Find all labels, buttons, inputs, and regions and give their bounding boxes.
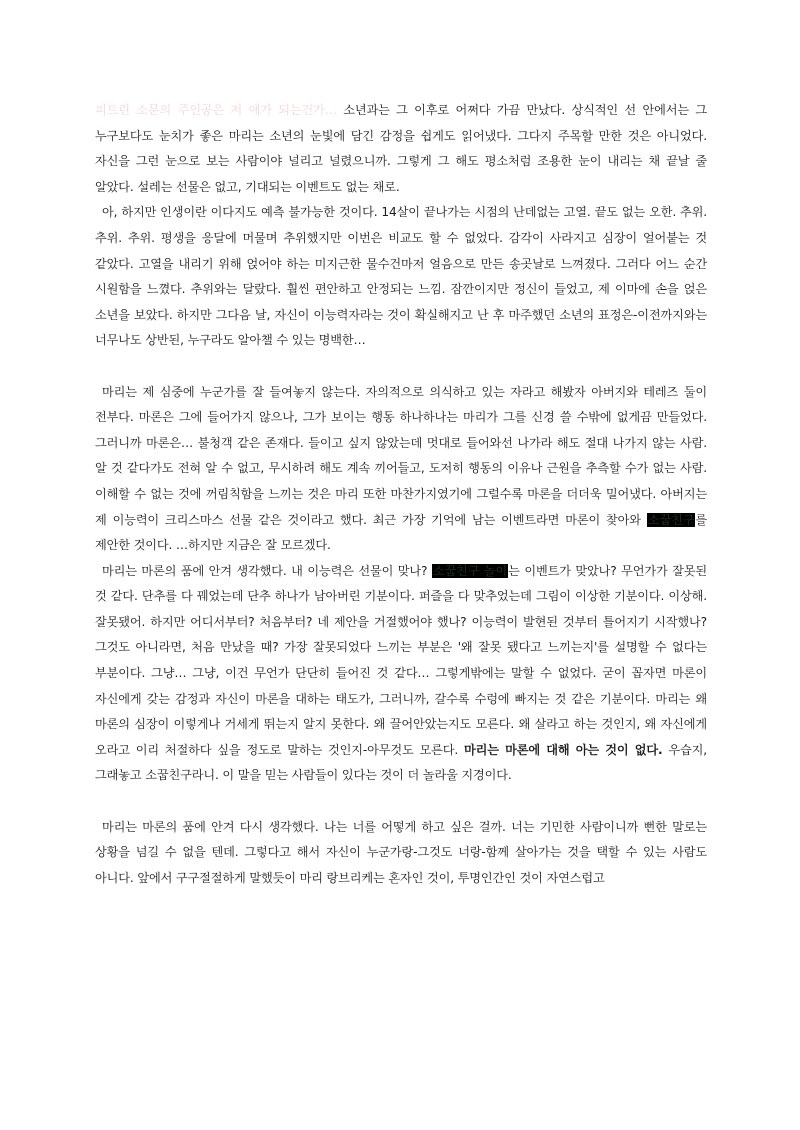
paragraph-2: 아, 하지만 인생이란 이다지도 예측 불가능한 것이다. 14살이 끝나가는 시점의 난데없는 고열. 끝도 없는 오한. 추위. 추위. 추위. 평생을 응달에 머물며 추위했지만 이번은 비교도 할 수 없었다. 감각이 사라지고 심장이 얼어붙는 것 같았다. 고열을 내리기 위해 얹어야 하는 미지근한 물수건마저 얼음으로 만든 송곳날로 느껴졌다. 그러다 어느 순간 시원함을 느꼈다. 추위와는 달랐다. 훨씬 편안하고 안정되는 느낌. 잠깐이지만 정신이 들었고, 제 이마에 손을 얹은 소년을 보았다. 하지만 그다음 날, 자신이 이능력자라는 것이 확실해지고 난 후 마주했던 소년의 표정은-이전까지와는 너무나도 상반된, 누구라도 알아챌 수 있는 명백한… — [95, 205, 707, 348]
bold-sentence: 마리는 마론에 대해 아는 것이 없다. — [463, 742, 663, 757]
redacted-text: 소꿉친구 놀이 — [432, 563, 508, 578]
paragraph-4-text-a: 마리는 마론의 품에 안겨 생각했다. 내 이능력은 선물이 맞나? — [102, 563, 432, 578]
document-body — [95, 98, 707, 891]
paragraph-spacer — [95, 354, 707, 380]
paragraph-3-text-a: 마리는 제 심중에 누군가를 잘 들여놓지 않는다. 자의적으로 의식하고 있는 자라고 해봤자 아버지와 테레즈 둘이 전부다. 마론은 그에 들어가지 않으나, 그가 보이는 행동 하나하나는 마리가 그를 신경 쓸 수밖에 없게끔 만들었다. 그러니까 마론은… 불청객 같은 존재다. 들이고 싶지 않았는데 멋대로 들어와선 나가라 해도 절대 나가지 않는 사람. 알 것 같다가도 전혀 알 수 없고, 무시하려 해도 계속 끼어들고, 도저히 행동의 이유나 근원을 추측할 수가 없는 사람. 이해할 수 없는 것에 꺼림칙함을 느끼는 것은 마리 또한 마찬가지였기에 그럴수록 마론을 더더욱 밀어냈다. 아버지는 제 이능력이 크리스마스 선물 같은 것이라고 했다. 최근 가장 기억에 남는 이벤트라면 마론이 찾아와 — [95, 384, 707, 527]
paragraph-spacer — [95, 789, 707, 815]
paragraph-3-text-b: 를 제안한 것이다. …하지만 지금은 잘 모르겠다. — [95, 512, 707, 553]
paragraph-1 — [95, 98, 707, 200]
redacted-text: 소꿉친구 — [647, 512, 695, 527]
paragraph-5: 마리는 마론의 품에 안겨 다시 생각했다. 나는 너를 어떻게 하고 싶은 걸까. 너는 기민한 사람이니까 뻔한 말로는 상황을 넘길 수 없을 텐데. 그렇다고 해서 자신이 누군가랑-그것도 너랑-함께 살아가는 것을 택할 수 있는 사람도 아니다. 앞에서 구구절절하게 말했듯이 마리 랑브리케는 혼자인 것이, 투명인간인 것이 자연스럽고 — [95, 819, 707, 885]
faded-text: 피트린 소문의 주인공은 저 애가 되는건가… — [95, 103, 337, 117]
paragraph-3 — [95, 380, 707, 559]
paragraph-4-text-c: 우습지, 그래놓고 소꿉친구라니. 이 말을 믿는 사람들이 있다는 것이 더 놀라울 지경이다. — [95, 742, 707, 783]
paragraph-1-text: 소년과는 그 이후로 어쩌다 가끔 만났다. 상식적인 선 안에서는 그 누구보다도 눈치가 좋은 마리는 소년의 눈빛에 담긴 감정을 쉽게도 읽어냈다. 그다지 주목할 만한 것은 아니었다. 자신을 그런 눈으로 보는 사람이야 널리고 널렸으니까. 그렇게 그 해도 평소처럼 조용한 눈이 내리는 채 끝날 줄 알았다. 설레는 선물은 없고, 기대되는 이벤트도 없는 채로. — [95, 103, 707, 194]
paragraph-4-text-b: 는 이벤트가 맞았나? 무언가가 잘못된 것 같다. 단추를 다 꿰었는데 단추 하나가 남아버린 기분이다. 퍼즐을 다 맞추었는데 그림이 이상한 기분이다. 이상해. 잘못됐어. 하지만 어디서부터? 처음부터? 네 제안을 거절했어야 했나? 이능력이 발현된 것부터 틀어지기 시작했나? 그것도 아니라면, 처음 만났을 때? 가장 잘못되었다 느끼는 부분은 '왜 잘못 됐다고 느끼는지'를 설명할 수 없다는 부분이다. 그냥… 그냥, 이건 무언가 단단히 들어진 것 같다… 그렇게밖에는 말할 수 없었다. 굳이 꼽자면 마론이 자신에게 갖는 감정과 자신이 마론을 대하는 태도가, 그러니까, 갈수록 수렁에 빠지는 것 같은 기분이다. 마리는 왜 마론의 심장이 이렇게나 거세게 뛰는지 알지 못한다. 왜 끌어안았는지도 모른다. 왜 살라고 하는 것인지, 왜 자신에게 오라고 이리 처절하다 싶을 정도로 말하는 것인지-아무것도 모른다. — [95, 563, 708, 757]
paragraph-4 — [95, 559, 707, 789]
